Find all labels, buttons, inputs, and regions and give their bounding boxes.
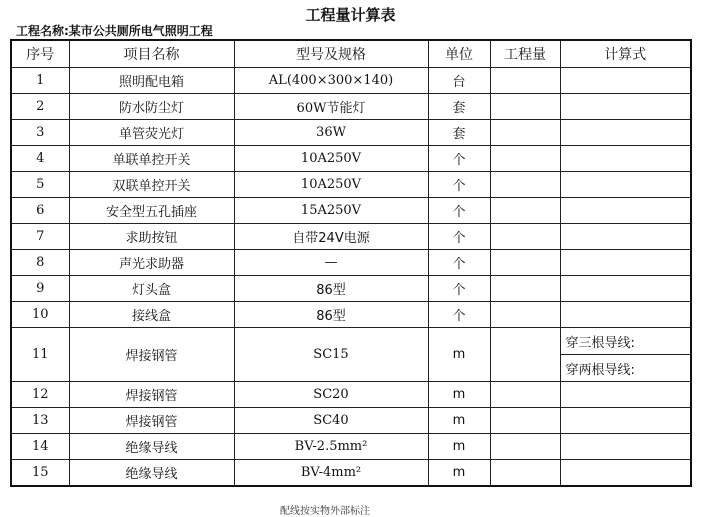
cell-seq: 5 (11, 172, 69, 198)
cell-calc (560, 172, 691, 198)
cell-unit: m (428, 460, 490, 487)
table-row (11, 408, 691, 434)
table-row (11, 224, 691, 250)
table-row (11, 120, 691, 146)
table-title: 工程量计算表 (305, 6, 396, 24)
cell-name: 安全型五孔插座 (69, 198, 234, 224)
table-row (11, 68, 691, 94)
header-row (11, 40, 691, 68)
cell-unit: 个 (428, 198, 490, 224)
cell-qty (490, 250, 560, 276)
table-row (11, 146, 691, 172)
cell-unit: m (428, 328, 490, 382)
header-name: 项目名称 (69, 40, 234, 68)
cell-calc (560, 408, 691, 434)
cell-spec: 15A250V (234, 198, 428, 224)
cell-seq: 4 (11, 146, 69, 172)
cell-spec: AL(400×300×140) (234, 68, 428, 94)
cell-spec: 10A250V (234, 172, 428, 198)
table-row (11, 460, 691, 487)
cell-spec: 86型 (234, 276, 428, 302)
cell-calc (560, 94, 691, 120)
cell-calc (560, 146, 691, 172)
cell-qty (490, 382, 560, 408)
cell-calc (560, 198, 691, 224)
cell-qty (490, 408, 560, 434)
cell-name: 单联单控开关 (69, 146, 234, 172)
header-qty: 工程量 (490, 40, 560, 68)
table-row (11, 302, 691, 328)
cell-qty (490, 276, 560, 302)
cell-seq: 10 (11, 302, 69, 328)
cell-calc (560, 460, 691, 487)
cell-unit: m (428, 382, 490, 408)
cell-spec: 10A250V (234, 146, 428, 172)
cell-name: 灯头盒 (69, 276, 234, 302)
project-name: 工程名称:某市公共厕所电气照明工程 (16, 24, 213, 38)
cell-name: 焊接钢管 (69, 382, 234, 408)
cell-spec: 60W节能灯 (234, 94, 428, 120)
cell-spec: SC15 (234, 328, 428, 382)
cell-calc (560, 276, 691, 302)
cell-seq: 2 (11, 94, 69, 120)
cell-unit: 台 (428, 68, 490, 94)
cell-seq: 13 (11, 408, 69, 434)
cell-spec: SC40 (234, 408, 428, 434)
cell-seq: 12 (11, 382, 69, 408)
cell-qty (490, 224, 560, 250)
cell-qty (490, 172, 560, 198)
cell-seq: 6 (11, 198, 69, 224)
header-calc: 计算式 (560, 40, 691, 68)
table-row (11, 276, 691, 302)
cell-unit: 个 (428, 172, 490, 198)
table-row (11, 434, 691, 460)
cell-name: 求助按钮 (69, 224, 234, 250)
cell-name: 绝缘导线 (69, 460, 234, 487)
cell-calc (560, 382, 691, 408)
table-row (11, 382, 691, 408)
cell-spec: 86型 (234, 302, 428, 328)
cell-qty (490, 68, 560, 94)
table-row (11, 328, 691, 355)
cell-unit: 个 (428, 302, 490, 328)
cell-unit: 个 (428, 250, 490, 276)
cell-name: 焊接钢管 (69, 408, 234, 434)
cell-seq: 7 (11, 224, 69, 250)
cell-qty (490, 146, 560, 172)
cell-qty (490, 198, 560, 224)
cell-name: 绝缘导线 (69, 434, 234, 460)
cell-spec: — (234, 250, 428, 276)
cell-name: 焊接钢管 (69, 328, 234, 382)
cell-unit: 套 (428, 120, 490, 146)
cell-seq: 15 (11, 460, 69, 487)
cell-name: 单管荧光灯 (69, 120, 234, 146)
cell-name: 照明配电箱 (69, 68, 234, 94)
cell-unit: 个 (428, 146, 490, 172)
cell-unit: 套 (428, 94, 490, 120)
header-unit: 单位 (428, 40, 490, 68)
quantity-table (10, 39, 692, 487)
cell-spec: BV-2.5mm² (234, 434, 428, 460)
cell-seq: 1 (11, 68, 69, 94)
cell-calc (560, 250, 691, 276)
cell-unit: 个 (428, 276, 490, 302)
cell-spec: 自带24V电源 (234, 224, 428, 250)
cell-name: 双联单控开关 (69, 172, 234, 198)
header-seq: 序号 (11, 40, 69, 68)
cell-spec: SC20 (234, 382, 428, 408)
cell-name: 声光求助器 (69, 250, 234, 276)
cell-seq: 14 (11, 434, 69, 460)
cell-seq: 11 (11, 328, 69, 382)
cell-calc-two-wires: 穿两根导线: (560, 355, 691, 382)
footer-cut-text: 配线按实物外部标注 (280, 506, 370, 517)
cell-name: 防水防尘灯 (69, 94, 234, 120)
cell-seq: 3 (11, 120, 69, 146)
cell-calc (560, 120, 691, 146)
cell-spec: 36W (234, 120, 428, 146)
cell-calc (560, 434, 691, 460)
cell-calc-three-wires: 穿三根导线: (560, 328, 691, 355)
cell-qty (490, 328, 560, 382)
cell-unit: m (428, 434, 490, 460)
table-row (11, 172, 691, 198)
cell-calc (560, 68, 691, 94)
cell-calc (560, 224, 691, 250)
cell-seq: 9 (11, 276, 69, 302)
table-row (11, 198, 691, 224)
cell-qty (490, 434, 560, 460)
cell-unit: m (428, 408, 490, 434)
cell-qty (490, 94, 560, 120)
cell-spec: BV-4mm² (234, 460, 428, 487)
table-row (11, 250, 691, 276)
cell-qty (490, 460, 560, 487)
cell-calc (560, 302, 691, 328)
cell-qty (490, 120, 560, 146)
header-spec: 型号及规格 (234, 40, 428, 68)
table-row (11, 94, 691, 120)
cell-qty (490, 302, 560, 328)
cell-unit: 个 (428, 224, 490, 250)
cell-name: 接线盒 (69, 302, 234, 328)
cell-seq: 8 (11, 250, 69, 276)
